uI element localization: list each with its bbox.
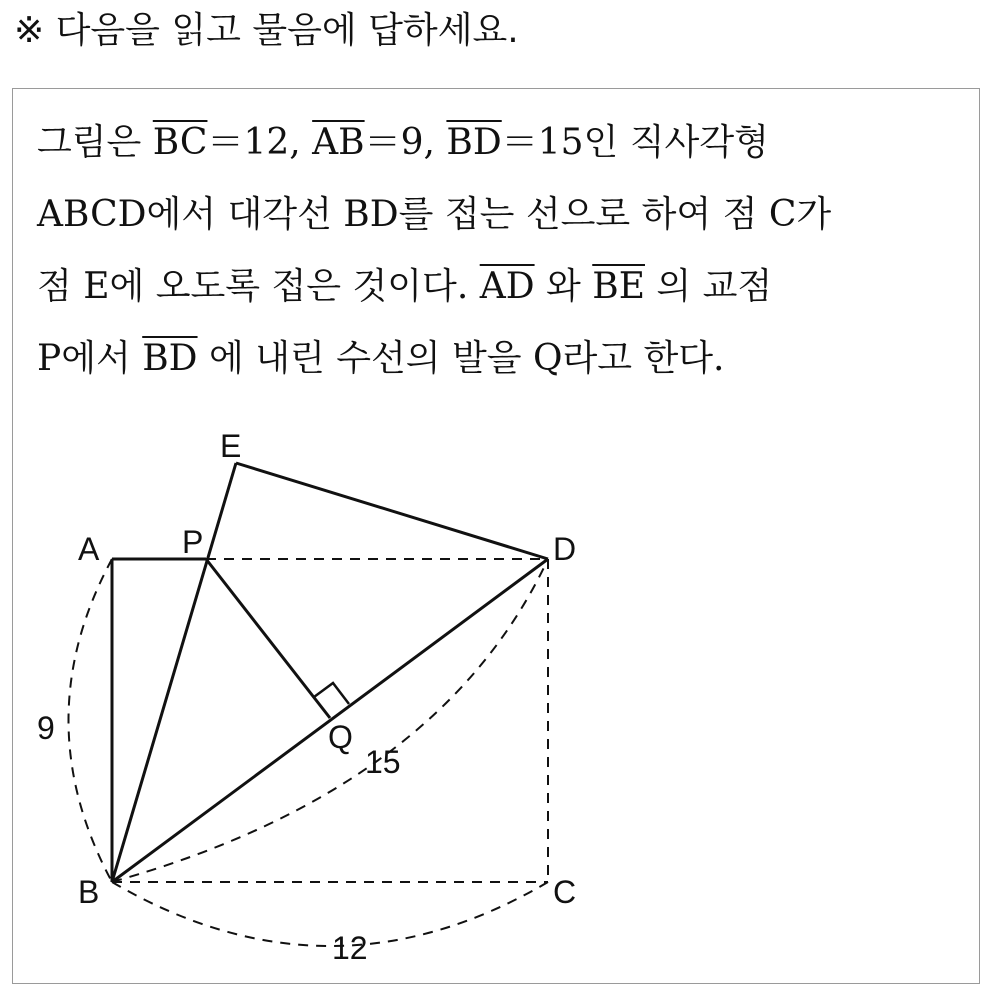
segment-ab: $\overline{AB}$ <box>312 122 365 163</box>
problem-line-2: ABCD에서 대각선 BD를 접는 선으로 하여 점 C가 <box>37 194 832 235</box>
edge-be <box>112 463 236 882</box>
perpendicular-pq <box>206 559 330 718</box>
segment-ad: $\overline{AD}$ <box>479 266 535 307</box>
edge-ed <box>236 463 548 559</box>
dashed-arc-ab <box>69 559 113 882</box>
label-point-a: A <box>78 531 100 567</box>
segment-bc: $\overline{BC}$ <box>152 122 208 163</box>
problem-line-1: 그림은 $\overline{BC}=12$, $\overline{AB}=9$, $\overline{BD}=15$인 직사각형 <box>37 122 769 163</box>
right-angle-marker <box>314 683 349 704</box>
label-point-d: D <box>553 531 577 567</box>
label-point-b: B <box>78 874 100 910</box>
label-point-c: C <box>553 874 577 910</box>
label-point-p: P <box>182 524 204 560</box>
label-point-q: Q <box>328 719 353 755</box>
label-point-e: E <box>220 428 242 464</box>
segment-be: $\overline{BE}$ <box>592 266 645 307</box>
length-label-bc: 12 <box>332 930 368 966</box>
problem-line-3: 점 E에 오도록 접은 것이다. $\overline{AD}$ 와 $\overline{BE}$ 의 교점 <box>37 266 773 307</box>
length-label-bd: 15 <box>365 744 401 780</box>
segment-bd-2: $\overline{BD}$ <box>142 338 198 379</box>
segment-bd: $\overline{BD}$ <box>446 122 502 163</box>
dashed-arc-bc <box>112 882 548 946</box>
problem-line-4: P에서 $\overline{BD}$ 에 내린 수선의 발을 Q라고 한다. <box>37 338 725 379</box>
length-label-ab: 9 <box>37 710 55 746</box>
instruction-text: ※ 다음을 읽고 물음에 답하세요. <box>14 10 519 51</box>
